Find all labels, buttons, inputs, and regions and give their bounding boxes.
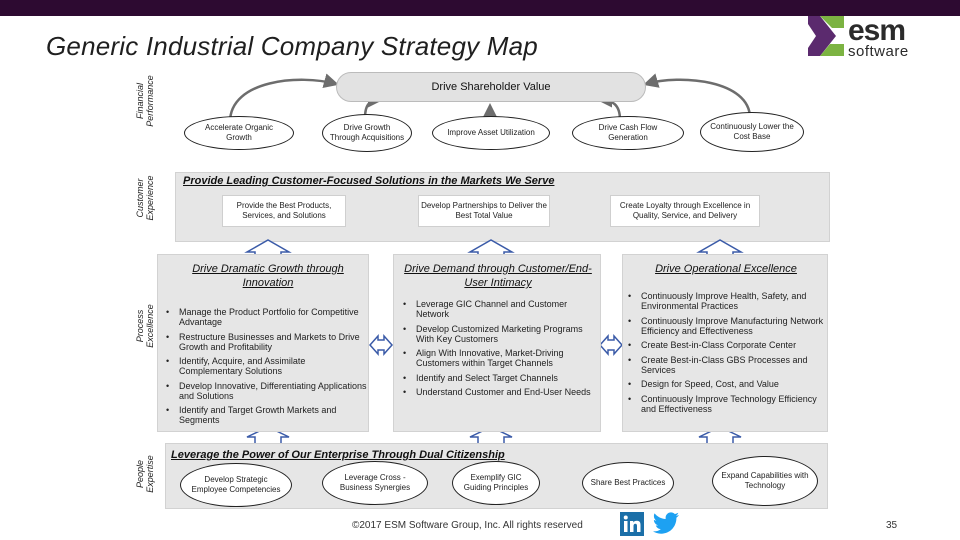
list-item: • Develop Innovative, Differentiating Applications and Solutions [166, 381, 370, 401]
objective-lower-cost-base: Continuously Lower the Cost Base [700, 112, 804, 152]
list-item: • Leverage GIC Channel and Customer Network [403, 299, 597, 319]
process-list-intimacy [403, 299, 597, 402]
customer-objective-loyalty: Create Loyalty through Excellence in Quality, Service, and Delivery [610, 195, 760, 227]
objective-growth-through-acquisitions: Drive Growth Through Acquisitions [322, 114, 412, 152]
process-list-innovation [166, 307, 370, 430]
people-objective-technology: Expand Capabilities with Technology [712, 456, 818, 506]
perspective-financial: Financial Performance [135, 75, 155, 127]
list-item: • Understand Customer and End-User Needs [403, 387, 597, 397]
list-item: • Align With Innovative, Market-Driving Customers within Target Channels [403, 348, 597, 368]
people-heading: Leverage the Power of Our Enterprise Through Dual Citizenship [171, 449, 505, 461]
esm-logo-icon [806, 14, 846, 58]
list-item: • Restructure Businesses and Markets to Drive Growth and Profitability [166, 332, 370, 352]
customer-objective-partnerships: Develop Partnerships to Deliver the Best Total Value [418, 195, 550, 227]
copyright-footer: ©2017 ESM Software Group, Inc. All rights reserved [352, 520, 583, 531]
people-objective-synergies: Leverage Cross -Business Synergies [322, 461, 428, 505]
list-item: • Identify and Select Target Channels [403, 373, 597, 383]
list-item: • Continuously Improve Manufacturing Network Efficiency and Effectiveness [628, 316, 826, 336]
twitter-icon[interactable] [652, 512, 680, 536]
objective-drive-cash-flow: Drive Cash Flow Generation [572, 116, 684, 150]
process-heading-intimacy: Drive Demand through Customer/End-User Intimacy [404, 263, 592, 289]
page-number: 35 [886, 520, 898, 531]
process-heading-operational: Drive Operational Excellence [655, 263, 797, 275]
list-item: • Identify, Acquire, and Assimilate Complementary Solutions [166, 356, 370, 376]
list-item: • Manage the Product Portfolio for Competitive Advantage [166, 307, 370, 327]
customer-heading: Provide Leading Customer-Focused Solutions in the Markets We Serve [183, 175, 555, 187]
people-objective-principles: Exemplify GIC Guiding Principles [452, 461, 540, 505]
list-item: • Create Best-in-Class GBS Processes and Services [628, 355, 826, 375]
page-title: Generic Industrial Company Strategy Map [46, 31, 538, 61]
people-objective-competencies: Develop Strategic Employee Competencies [180, 463, 292, 507]
list-item: • Create Best-in-Class Corporate Center [628, 340, 826, 350]
people-objective-best-practices: Share Best Practices [582, 462, 674, 504]
linkedin-icon[interactable] [620, 512, 644, 536]
esm-logo [806, 14, 956, 60]
perspective-customer: Customer Experience [135, 175, 155, 221]
logo-subtitle: software [848, 43, 909, 60]
list-item: • Continuously Improve Health, Safety, and Environmental Practices [628, 291, 826, 311]
objective-accelerate-organic-growth: Accelerate Organic Growth [184, 116, 294, 150]
perspective-people: People Expertise [135, 455, 155, 493]
process-list-operational [628, 291, 826, 418]
logo-wordmark: esm [848, 14, 906, 47]
process-heading-innovation: Drive Dramatic Growth through Innovation [192, 263, 344, 289]
list-item: • Identify and Target Growth Markets and Segments [166, 405, 370, 425]
drive-shareholder-value: Drive Shareholder Value [336, 72, 646, 102]
customer-objective-best-products: Provide the Best Products, Services, and Solutions [222, 195, 346, 227]
social-links [620, 512, 680, 536]
list-item: • Design for Speed, Cost, and Value [628, 379, 826, 389]
list-item: • Continuously Improve Technology Efficiency and Effectiveness [628, 394, 826, 414]
list-item: • Develop Customized Marketing Programs With Key Customers [403, 324, 597, 344]
perspective-process: Process Excellence [135, 304, 155, 348]
objective-improve-asset-utilization: Improve Asset Utilization [432, 116, 550, 150]
